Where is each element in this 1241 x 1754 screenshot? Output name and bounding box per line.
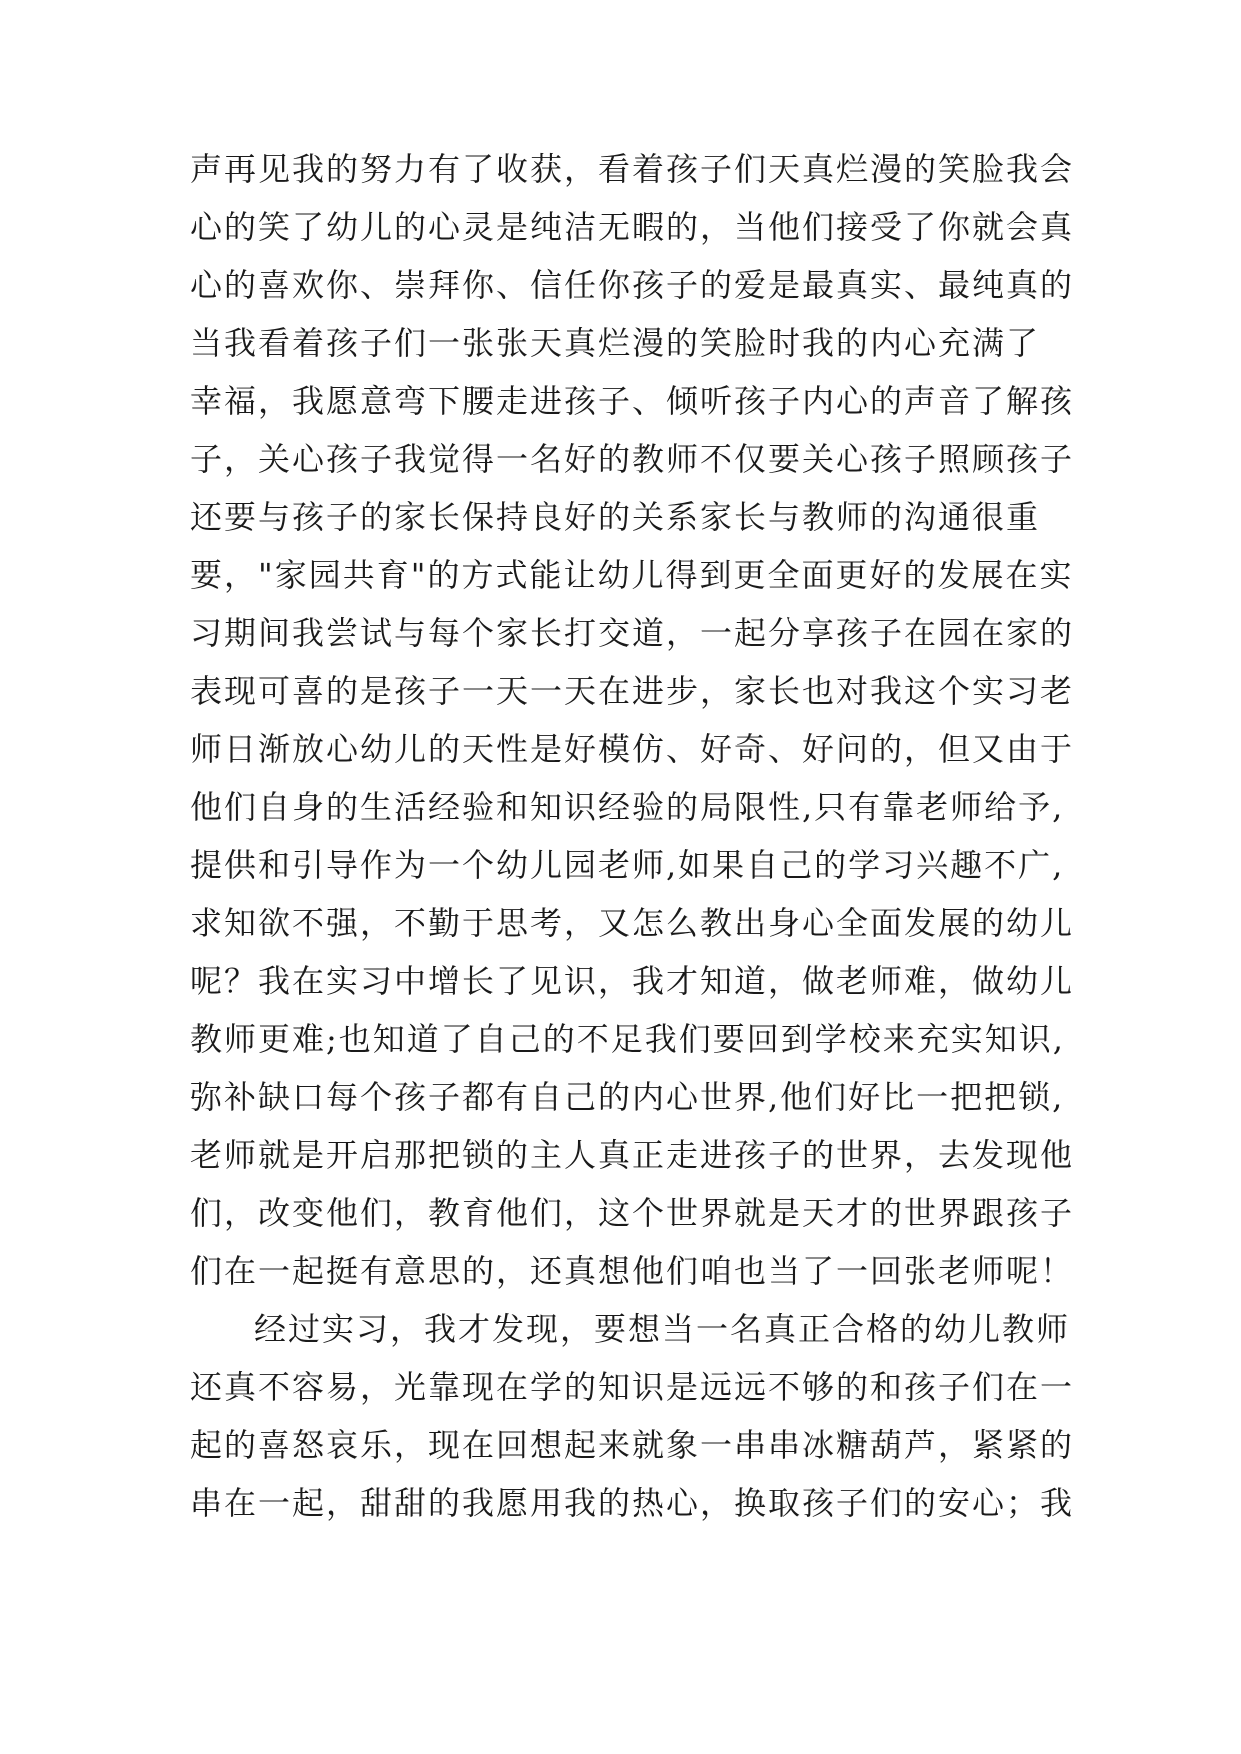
paragraph-first-line: 经过实习，我才发现，要想当一名真正合格的幼儿教师 bbox=[254, 1310, 1071, 1348]
text-line: 们在一起挺有意思的，还真想他们咱也当了一回张老师呢！ bbox=[190, 1252, 1075, 1290]
text-line: 求知欲不强，不勤于思考，又怎么教出身心全面发展的幼儿 bbox=[190, 904, 1075, 942]
text-line: 串在一起，甜甜的我愿用我的热心，换取孩子们的安心；我 bbox=[190, 1484, 1075, 1522]
text-line: 还要与孩子的家长保持良好的关系家长与教师的沟通很重 bbox=[190, 498, 1041, 536]
text-line: 师日渐放心幼儿的天性是好模仿、好奇、好问的，但又由于 bbox=[190, 730, 1075, 768]
text-line: 当我看着孩子们一张张天真烂漫的笑脸时我的内心充满了 bbox=[190, 324, 1041, 362]
text-line: 子，关心孩子我觉得一名好的教师不仅要关心孩子照顾孩子 bbox=[190, 440, 1075, 478]
text-line: 要，"家园共育"的方式能让幼儿得到更全面更好的发展在实 bbox=[190, 556, 1074, 594]
text-line: 幸福，我愿意弯下腰走进孩子、倾听孩子内心的声音了解孩 bbox=[190, 382, 1075, 420]
text-line: 弥补缺口每个孩子都有自己的内心世界,他们好比一把把锁, bbox=[190, 1078, 1065, 1116]
text-line: 声再见我的努力有了收获，看着孩子们天真烂漫的笑脸我会 bbox=[190, 150, 1075, 188]
text-line: 心的笑了幼儿的心灵是纯洁无暇的，当他们接受了你就会真 bbox=[190, 208, 1075, 246]
text-line: 教师更难;也知道了自己的不足我们要回到学校来充实知识, bbox=[190, 1020, 1065, 1058]
text-line: 们，改变他们，教育他们，这个世界就是天才的世界跟孩子 bbox=[190, 1194, 1075, 1232]
text-line: 呢？我在实习中增长了见识，我才知道，做老师难，做幼儿 bbox=[190, 962, 1075, 1000]
text-line: 提供和引导作为一个幼儿园老师,如果自己的学习兴趣不广, bbox=[190, 846, 1065, 884]
text-line: 起的喜怒哀乐，现在回想起来就象一串串冰糖葫芦，紧紧的 bbox=[190, 1426, 1075, 1464]
text-line: 老师就是开启那把锁的主人真正走进孩子的世界，去发现他 bbox=[190, 1136, 1075, 1174]
text-line: 还真不容易，光靠现在学的知识是远远不够的和孩子们在一 bbox=[190, 1368, 1075, 1406]
body-text bbox=[190, 140, 1075, 1532]
text-line: 心的喜欢你、崇拜你、信任你孩子的爱是最真实、最纯真的 bbox=[190, 266, 1075, 304]
text-line: 习期间我尝试与每个家长打交道，一起分享孩子在园在家的 bbox=[190, 614, 1075, 652]
text-line: 表现可喜的是孩子一天一天在进步，家长也对我这个实习老 bbox=[190, 672, 1075, 710]
text-line: 他们自身的生活经验和知识经验的局限性,只有靠老师给予, bbox=[190, 788, 1065, 826]
